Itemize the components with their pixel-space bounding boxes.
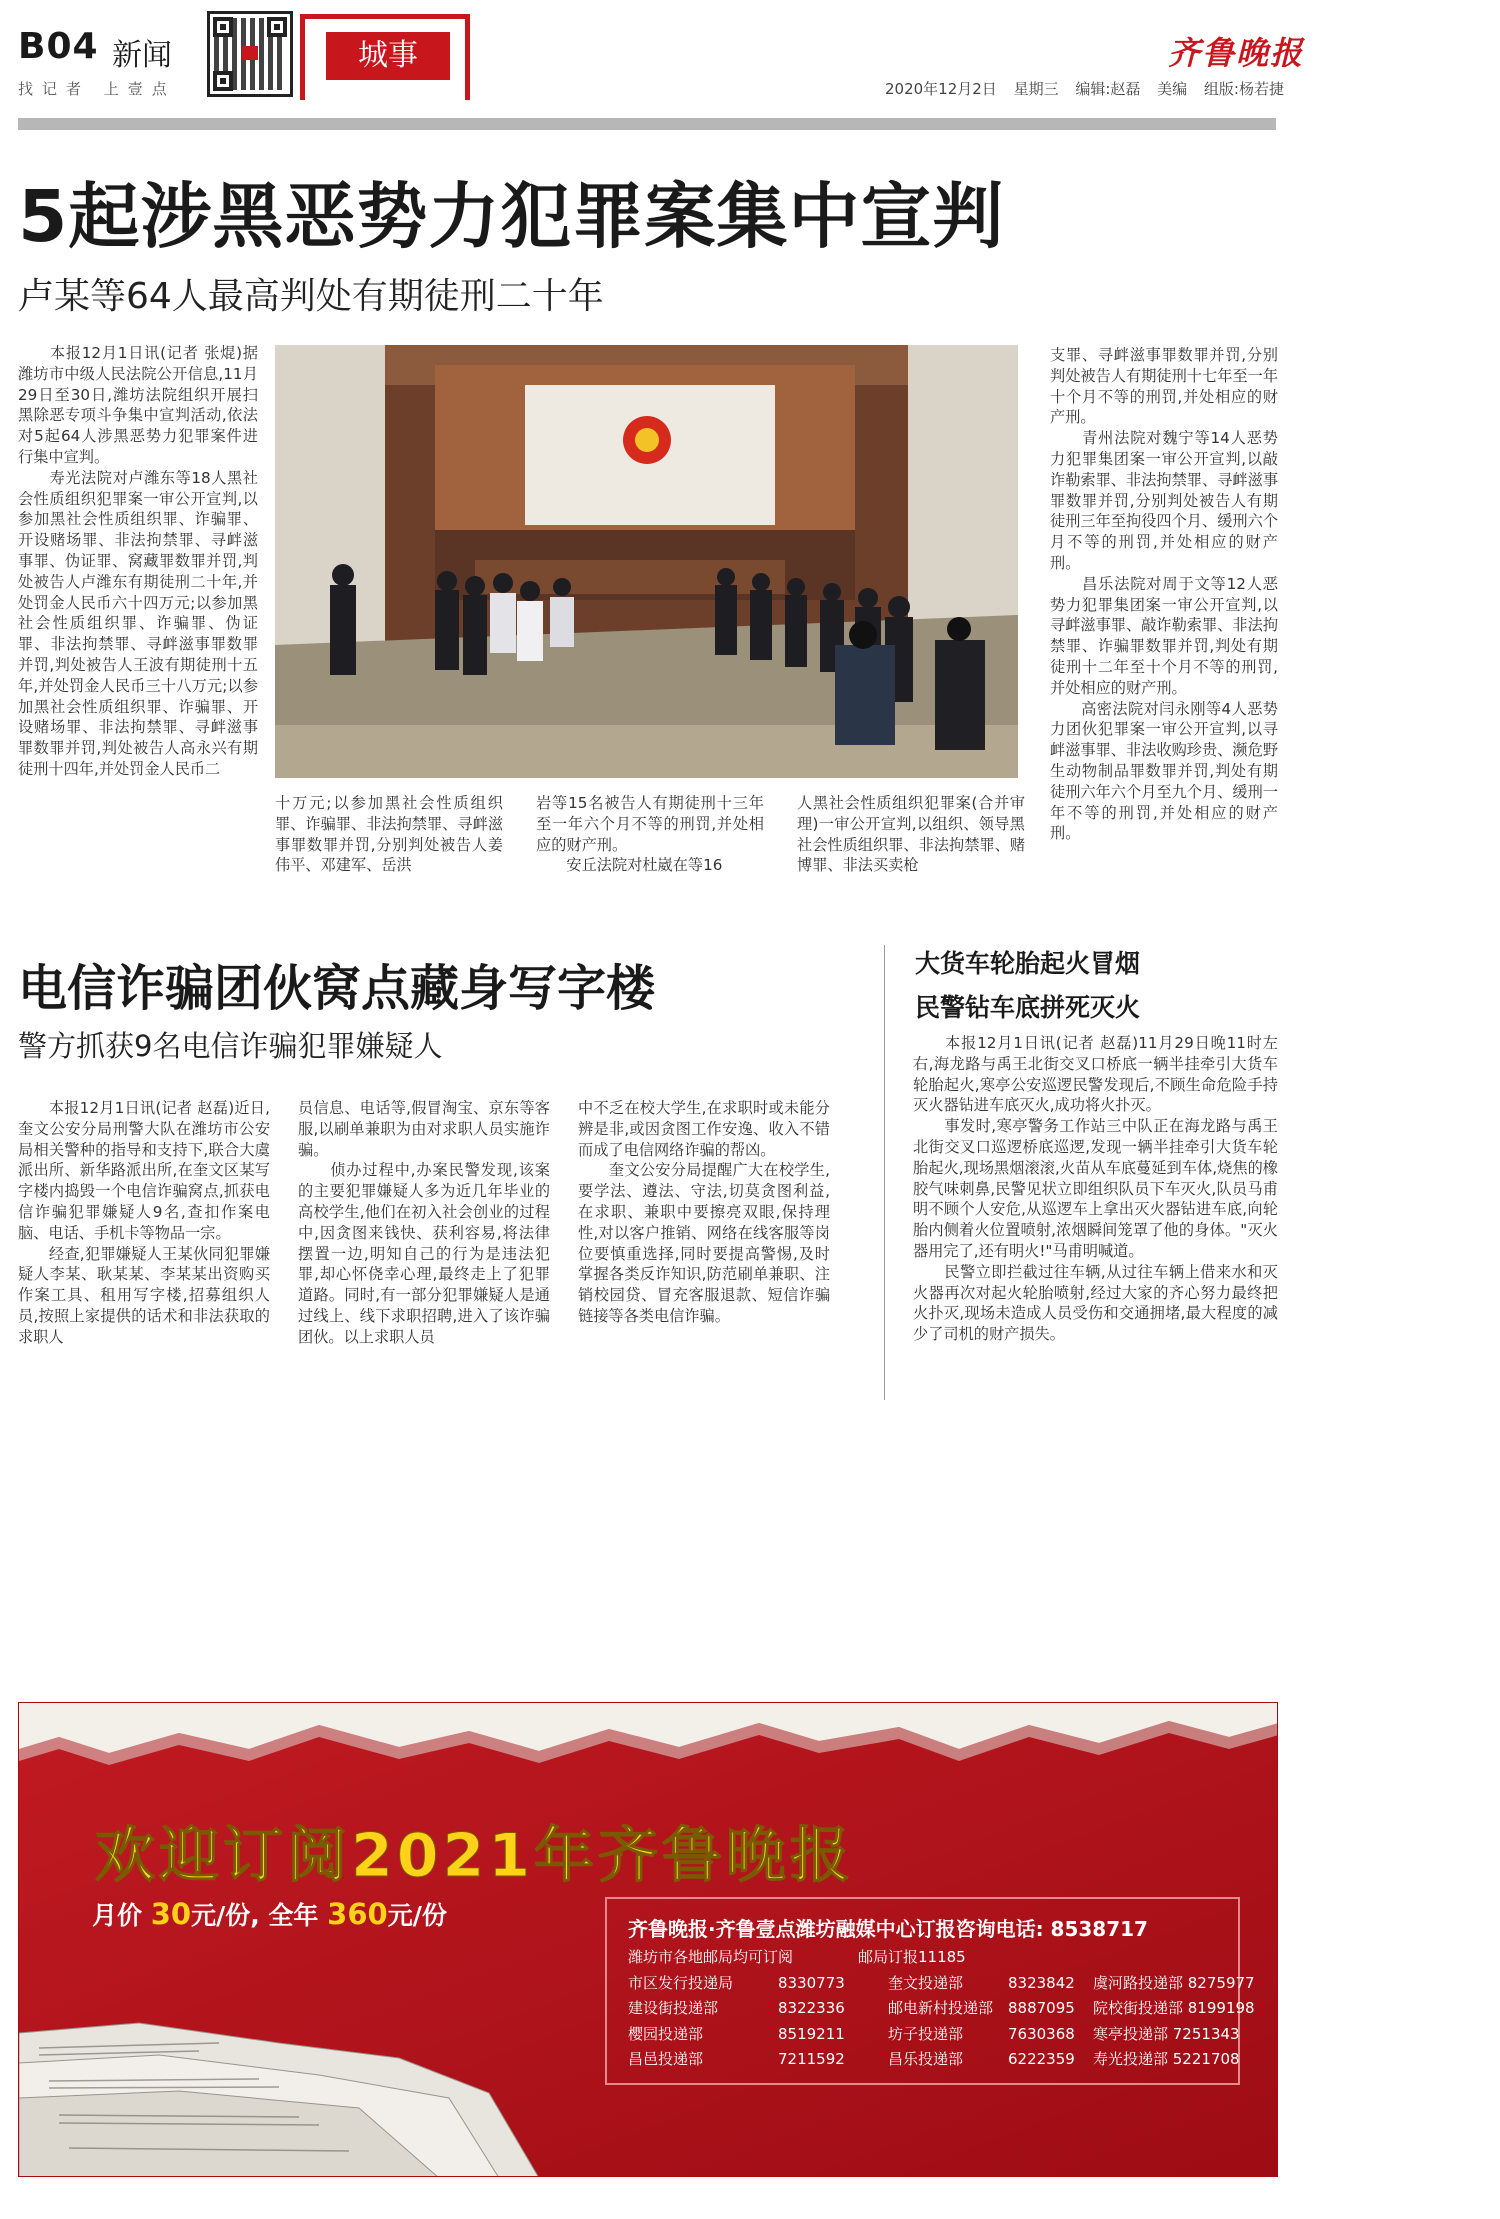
story2-column-3: 中不乏在校大学生,在求职时或未能分辨是非,或因贪图工作安逸、收入不错而成了电信网络诈骗的帮凶。 奎文公安分局提醒广大在校学生,要学法、遵法、守法,切莫贪图利益,在求职、兼职中要擦亮双眼,保持理性,对以客户推销、网络在线客服等岗位要慎重选择,同时要提高警惕,及时掌握各类反诈知识,防范刷单兼职、注销校园贷、冒充客服退款、短信诈骗链接等各类电信诈骗。 bbox=[578, 1099, 830, 1325]
ad-contact-cell: 建设街投递部 bbox=[628, 1999, 719, 2017]
ad-contact-cell bbox=[1088, 1945, 1173, 1971]
story1-column-3: 岩等15名被告人有期徒刑十三年至一年六个月不等的刑罚,并处相应的财产刑。 安丘法院对杜崴在等16 bbox=[536, 794, 764, 875]
ad-contact-row bbox=[628, 2047, 1373, 2073]
ad-contact-cell: 邮局订报11185 bbox=[858, 1948, 966, 1966]
ad-contact-row bbox=[628, 1945, 1373, 1971]
issue-meta: 2020年12月2日 星期三 编辑:赵磊 美编 组版:杨若捷 bbox=[885, 80, 1284, 98]
ad-contact-cell: 坊子投递部 bbox=[888, 2024, 964, 2043]
price-suffix: 元/份 bbox=[387, 1901, 447, 1930]
ad-price bbox=[92, 1896, 447, 1932]
story3-headline-line2: 民警钻车底拼死灭火 bbox=[915, 993, 1141, 1022]
story1-headline: 5起涉黑恶势力犯罪案集中宣判 bbox=[18, 175, 1005, 258]
story3-body: 本报12月1日讯(记者 赵磊)11月29日晚11时左右,海龙路与禹王北街交叉口桥底一辆半挂牵引大货车轮胎起火,寒亭公安巡逻民警发现后,不顾生命危险手持灭火器钻进车底灭火,成功将火扑灭。 事发时,寒亭警务工作站三中队正在海龙路与禹王北街交叉口巡逻桥底巡逻,发现一辆半挂牵引大货车轮胎起火,现场黑烟滚滚,火苗从车底蔓延到车体,烧焦的橡胶气味刺鼻,民警见状立即组织队员下车灭火,队员马甫明不顾个人安危,从巡逻车上拿出灭火器钻进车底,向轮胎内侧着火位置喷射,浓烟瞬间笼罩了他的身体。"灭火器用完了,还有明火!"马甫明喊道。 民警立即拦截过往车辆,从过往车辆上借来水和灭火器再次对起火轮胎喷射,经过大家的齐心努力最终把火扑灭,现场未造成人员受伤和交通拥堵,最大程度的减少了司机的财产损失。 bbox=[913, 1034, 1278, 1344]
ad-contact-cell bbox=[968, 1945, 1088, 1971]
ad-contact-cell: 6222359 bbox=[1008, 2050, 1075, 2068]
story1-subhead: 卢某等64人最高判处有期徒刑二十年 bbox=[18, 276, 604, 317]
story1-column-1: 本报12月1日讯(记者 张焜)据潍坊市中级人民法院公开信息,11月29日至30日,潍坊法院组织开展扫黑除恶专项斗争集中宣判活动,依法对5起64人涉黑恶势力犯罪案件进行集中宣判。 寿光法院对卢潍东等18人黑社会性质组织犯罪案一审公开宣判,以参加黑社会性质组织罪、诈骗罪、开设赌场罪、非法拘禁罪、寻衅滋事罪、伪证罪、窝藏罪数罪并罚,判处被告人卢潍东有期徒刑二十年,并处罚金人民币六十四万元;以参加黑社会性质组织罪、诈骗罪、伪证罪、非法拘禁罪、寻衅滋事罪数罪并罚,判处被告人王波有期徒刑十五年,并处罚金人民币三十八万元;以参加黑社会性质组织罪、诈骗罪、开设赌场罪、非法拘禁罪、寻衅滋事罪数罪并罚,判处被告人高永兴有期徒刑十四年,并处罚金人民币二 bbox=[18, 344, 258, 778]
ad-contact-cell: 7211592 bbox=[778, 2050, 845, 2068]
ad-contact-cell: 7630368 bbox=[1008, 2024, 1075, 2043]
price-mid: 元/份, 全年 bbox=[191, 1901, 319, 1930]
section-name: 新闻 bbox=[112, 38, 172, 73]
slogan: 找记者 上壹点 bbox=[18, 80, 176, 98]
ad-contact-cell: 8322336 bbox=[778, 1999, 845, 2017]
column-divider bbox=[884, 945, 885, 1400]
ad-contact-list bbox=[628, 1945, 1373, 2073]
newspaper-logo: 齐鲁晚报 bbox=[1168, 34, 1305, 72]
ad-contact-cell: 8330773 bbox=[778, 1973, 845, 1992]
ad-contact-cell bbox=[1173, 1945, 1373, 1971]
story1-column-5: 支罪、寻衅滋事罪数罪并罚,分别判处被告人有期徒刑十七年至一年十个月不等的刑罚,并处相应的财产刑。 青州法院对魏宁等14人恶势力犯罪集团案一审公开宣判,以敲诈勒索罪、非法拘禁罪、寻衅滋事罪数罪并罚,分别判处被告人有期徒刑三年至拘役四个月、缓刑六个月不等的刑罚,并处相应的财产刑。 昌乐法院对周于文等12人恶势力犯罪集团案一审公开宣判,以寻衅滋事罪、敲诈勒索罪、非法拘禁罪、诈骗罪数罪并罚,判处有期徒刑十二年至十个月不等的刑罚,并处相应的财产刑。 高密法院对闫永刚等4人恶势力团伙犯罪案一审公开宣判,以寻衅滋事罪、非法收购珍贵、濒危野生动物制品罪数罪并罚,判处有期徒刑六年六个月至九个月、缓刑一年不等的刑罚,并处相应的财产刑。 bbox=[1050, 346, 1278, 843]
ad-contact-cell: 潍坊市各地邮局均可订阅 bbox=[628, 1948, 794, 1966]
ad-contact-row bbox=[628, 1971, 1373, 1997]
ad-contact-cell: 市区发行投递局 bbox=[628, 1973, 734, 1992]
qr-code-icon[interactable] bbox=[207, 11, 293, 97]
ad-contact-cell: 昌邑投递部 bbox=[628, 2050, 704, 2068]
story2-column-1: 本报12月1日讯(记者 赵磊)近日,奎文公安分局刑警大队在潍坊市公安局相关警种的指导和支持下,联合大虞派出所、新华路派出所,在奎文区某写字楼内捣毁一个电信诈骗窝点,抓获电信诈骗犯罪嫌疑人9名,查扣作案电脑、电话、手机卡等物品一宗。 经查,犯罪嫌疑人王某伙同犯罪嫌疑人李某、耿某某、李某某出资购买作案工具、租用写字楼,招募组织人员,按照上家提供的话术和非法获取的求职人 bbox=[18, 1099, 270, 1346]
page-number: B04 bbox=[18, 26, 99, 67]
ad-contact-row bbox=[628, 2022, 1373, 2048]
price-prefix: 月价 bbox=[92, 1901, 143, 1930]
ad-contact-cell: 樱园投递部 bbox=[628, 2024, 704, 2043]
ad-contact-cell: 寿光投递部 5221708 bbox=[1093, 2050, 1240, 2068]
ad-contact-cell: 邮电新村投递部 bbox=[888, 1999, 994, 2017]
story2-headline: 电信诈骗团伙窝点藏身写字楼 bbox=[18, 960, 656, 1017]
ad-contact-cell: 8887095 bbox=[1008, 1999, 1075, 2017]
section-tag: 城事 bbox=[326, 32, 450, 80]
story1-column-2: 十万元;以参加黑社会性质组织罪、诈骗罪、非法拘禁罪、寻衅滋事罪数罪并罚,分别判处被告人姜伟平、邓建军、岳洪 bbox=[275, 794, 503, 875]
ad-contact-cell: 8519211 bbox=[778, 2024, 845, 2043]
courtroom-photo bbox=[275, 345, 1018, 778]
header-rule bbox=[18, 118, 1276, 130]
ad-title: 欢迎订阅2021年齐鲁晚报 bbox=[95, 1821, 854, 1891]
story3-headline-line1: 大货车轮胎起火冒烟 bbox=[915, 949, 1141, 978]
ad-contact-cell: 8323842 bbox=[1008, 1973, 1075, 1992]
ad-contact-cell: 奎文投递部 bbox=[888, 1973, 964, 1992]
ad-contact-row bbox=[628, 1996, 1373, 2022]
price-month: 30 bbox=[150, 1897, 192, 1931]
ad-contact-cell: 昌乐投递部 bbox=[888, 2050, 964, 2068]
ad-hotline[interactable]: 齐鲁晚报·齐鲁壹点潍坊融媒中心订报咨询电话: 8538717 bbox=[628, 1917, 1148, 1941]
ad-contact-cell: 院校街投递部 8199198 bbox=[1093, 1999, 1255, 2017]
ad-contact-cell: 虞河路投递部 8275977 bbox=[1093, 1973, 1255, 1992]
story2-column-2: 员信息、电话等,假冒淘宝、京东等客服,以刷单兼职为由对求职人员实施诈骗。 侦办过程中,办案民警发现,该案的主要犯罪嫌疑人多为近几年毕业的高校学生,他们在初入社会创业的过程中,因贪图来钱快、获利容易,将法律摆置一边,明知自己的行为是违法犯罪,却心怀侥幸心理,最终走上了犯罪道路。同时,有一部分犯罪嫌疑人是通过线上、线下求职招聘,进入了该诈骗团伙。以上求职人员 bbox=[298, 1099, 550, 1346]
price-year: 360 bbox=[327, 1897, 388, 1931]
story2-subhead: 警方抓获9名电信诈骗犯罪嫌疑人 bbox=[18, 1029, 443, 1063]
ad-contact-cell: 寒亭投递部 7251343 bbox=[1093, 2024, 1240, 2043]
story1-column-4: 人黑社会性质组织犯罪案(合并审理)一审公开宣判,以组织、领导黑社会性质组织罪、非法拘禁罪、赌博罪、非法买卖枪 bbox=[797, 794, 1025, 875]
